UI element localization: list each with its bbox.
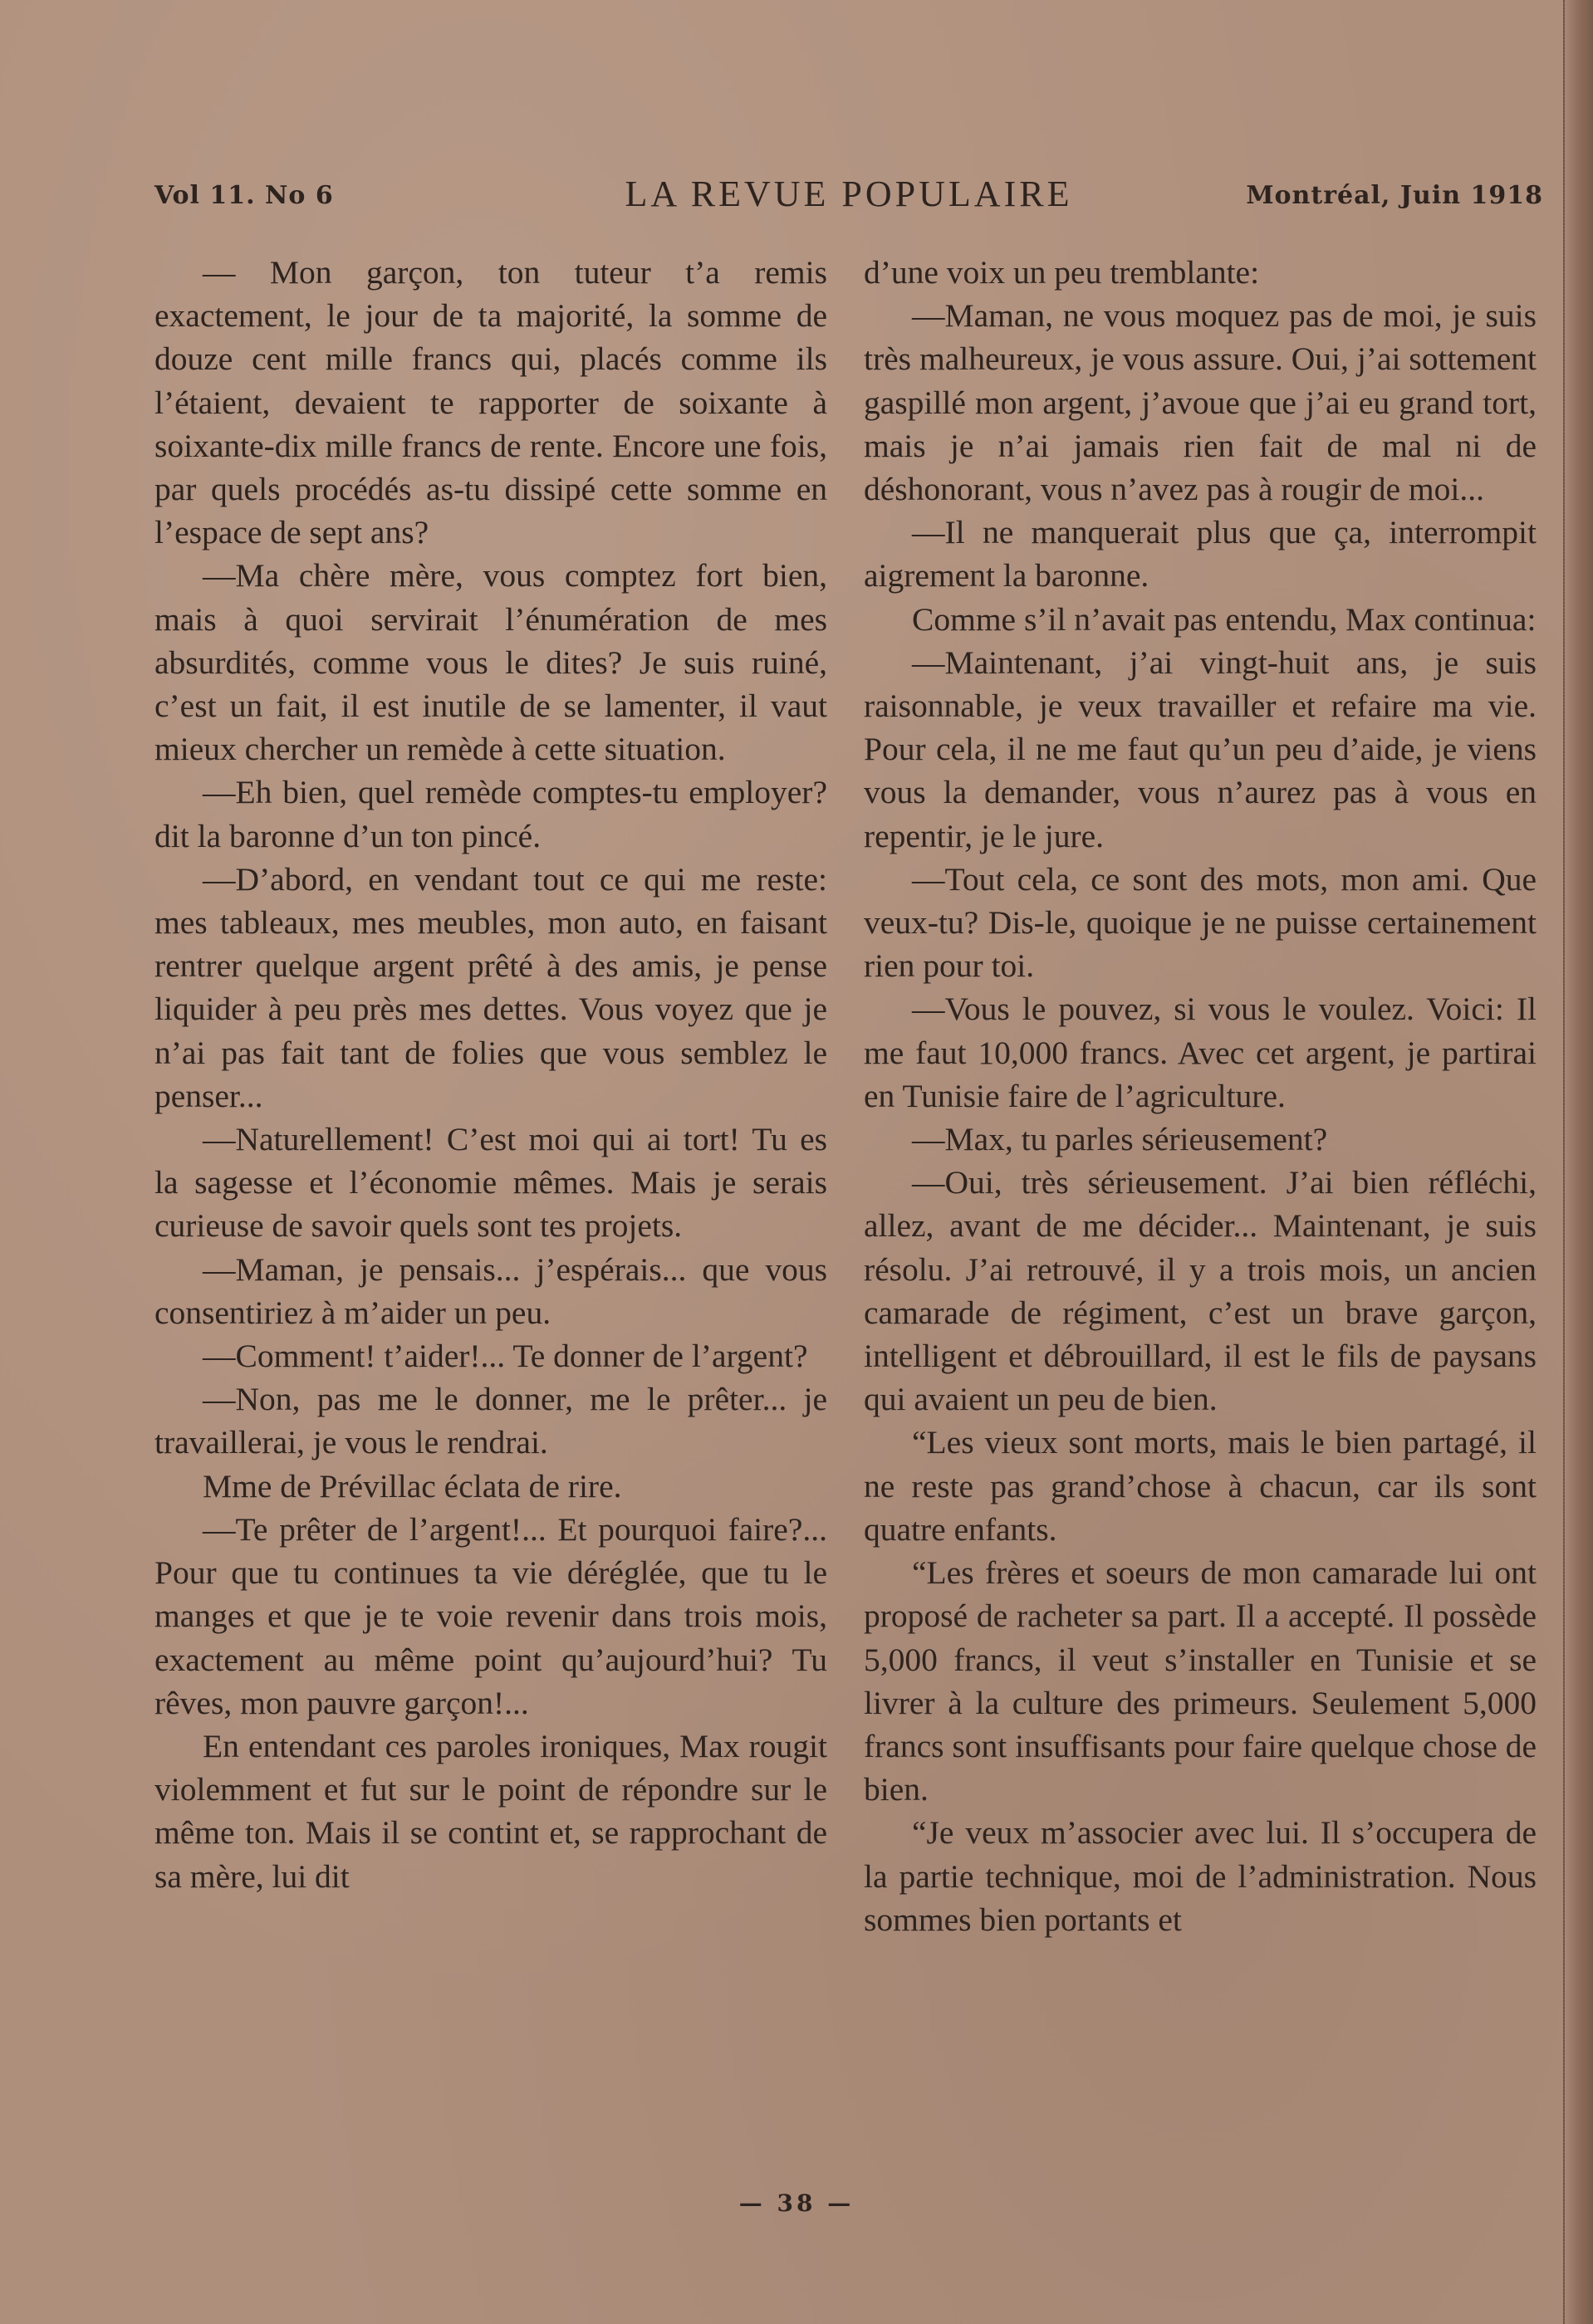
left-column <box>154 251 827 1898</box>
running-header <box>154 173 1543 219</box>
paragraph: En entendant ces paroles ironiques, Max rougit violemment et fut sur le point de répondre sur le même ton. Mais il se contint et, se rapprochant de sa mère, lui dit <box>154 1727 827 1895</box>
paragraph: —Maman, ne vous moquez pas de moi, je suis très malheureux, je vous assure. Oui, j’ai sottement gaspillé mon argent, j’avoue que j’ai eu grand tort, mais je n’ai jamais rien fait de mal ni de déshonorant, vous n’avez pas à rougir de moi... <box>864 297 1537 508</box>
paragraph: —Vous le pouvez, si vous le voulez. Voici: Il me faut 10,000 francs. Avec cet argent, je partirai en Tunisie faire de l’agriculture. <box>864 991 1537 1114</box>
paragraph-continuation: d’une voix un peu tremblante: <box>864 254 1260 291</box>
paragraph: —Maintenant, j’ai vingt-huit ans, je suis raisonnable, je veux travailler et refaire ma vie. Pour cela, il ne me faut qu’un peu d’aide, je viens vous la demander, vous n’aurez pas à vous en repentir, je le jure. <box>864 643 1537 854</box>
paragraph: —Oui, très sérieusement. J’ai bien réfléchi, allez, avant de me décider... Maintenant, je suis résolu. J’ai retrouvé, il y a trois mois, un ancien camarade de régiment, c’est un brave garçon, intelligent et débrouillard, il est le fils de paysans qui avaient un peu de bien. <box>864 1164 1537 1418</box>
place-date-label: Montréal, Juin 1918 <box>1246 181 1543 210</box>
publication-title: LA REVUE POPULAIRE <box>625 174 1073 214</box>
paragraph: —Comment! t’aider!... Te donner de l’argent? <box>203 1338 808 1375</box>
paragraph: —Maman, je pensais... j’espérais... que vous consentiriez à m’aider un peu. <box>154 1250 827 1331</box>
paragraph: Comme s’il n’avait pas entendu, Max continua: <box>912 600 1537 638</box>
paragraph: Mme de Prévillac éclata de rire. <box>203 1467 622 1504</box>
paragraph: —Eh bien, quel remède comptes-tu employer? dit la baronne d’un ton pincé. <box>154 774 827 854</box>
paragraph: —Te prêter de l’argent!... Et pourquoi faire?... Pour que tu continues ta vie déréglée, que tu le manges et que je te voie revenir dans trois mois, exactement au même point qu’aujourd’hui? Tu rêves, mon pauvre garçon!... <box>154 1510 827 1721</box>
paragraph: —Ma chère mère, vous comptez fort bien, mais à quoi servirait l’énumération de mes absurdités, comme vous le dites? Je suis ruiné, c’est un fait, il est inutile de se lamenter, il vaut mieux chercher un remède à cette situation. <box>154 557 827 768</box>
page-number: — 38 — <box>738 2189 855 2217</box>
paragraph: — Mon garçon, ton tuteur t’a remis exactement, le jour de ta majorité, la somme de douze cent mille francs qui, placés comme ils l’étaient, devaient te rapporter de soixante à soixante-dix mille francs de rente. Encore une fois, par quels procédés as-tu dissipé cette somme en l’espace de sept ans? <box>154 254 827 551</box>
paragraph: “Les frères et soeurs de mon camarade lui ont proposé de racheter sa part. Il a accepté. Il possède 5,000 francs, il veut s’installer en Tunisie et se livrer à la culture des primeurs. Seulement 5,000 francs sont insuffisants pour faire quelque chose de bien. <box>864 1554 1537 1808</box>
volume-label: Vol 11. No 6 <box>154 181 334 210</box>
paragraph: —Non, pas me le donner, me le prêter... je travaillerai, je vous le rendrai. <box>154 1381 827 1461</box>
right-column <box>864 251 1537 1941</box>
paragraph: “Les vieux sont morts, mais le bien partagé, il ne reste pas grand’chose à chacun, car ils sont quatre enfants. <box>864 1424 1537 1548</box>
paragraph: “Je veux m’associer avec lui. Il s’occupera de la partie technique, moi de l’administration. Nous sommes bien portants et <box>864 1814 1537 1938</box>
paragraph: —Tout cela, ce sont des mots, mon ami. Que veux-tu? Dis-le, quoique je ne puisse certainement rien pour toi. <box>864 860 1537 985</box>
paragraph: —Naturellement! C’est moi qui ai tort! Tu es la sagesse et l’économie mêmes. Mais je serais curieuse de savoir quels sont tes projets. <box>154 1121 827 1245</box>
paragraph: —Il ne manquerait plus que ça, interrompit aigrement la baronne. <box>864 514 1537 594</box>
binding-edge <box>1563 0 1593 2324</box>
paragraph: —D’abord, en vendant tout ce qui me reste: mes tableaux, mes meubles, mon auto, en faisant rentrer quelque argent prêté à des amis, je pense liquider à peu près mes dettes. Vous voyez que je n’ai pas fait tant de folies que vous semblez le penser... <box>154 860 827 1114</box>
paragraph: —Max, tu parles sérieusement? <box>912 1121 1328 1158</box>
